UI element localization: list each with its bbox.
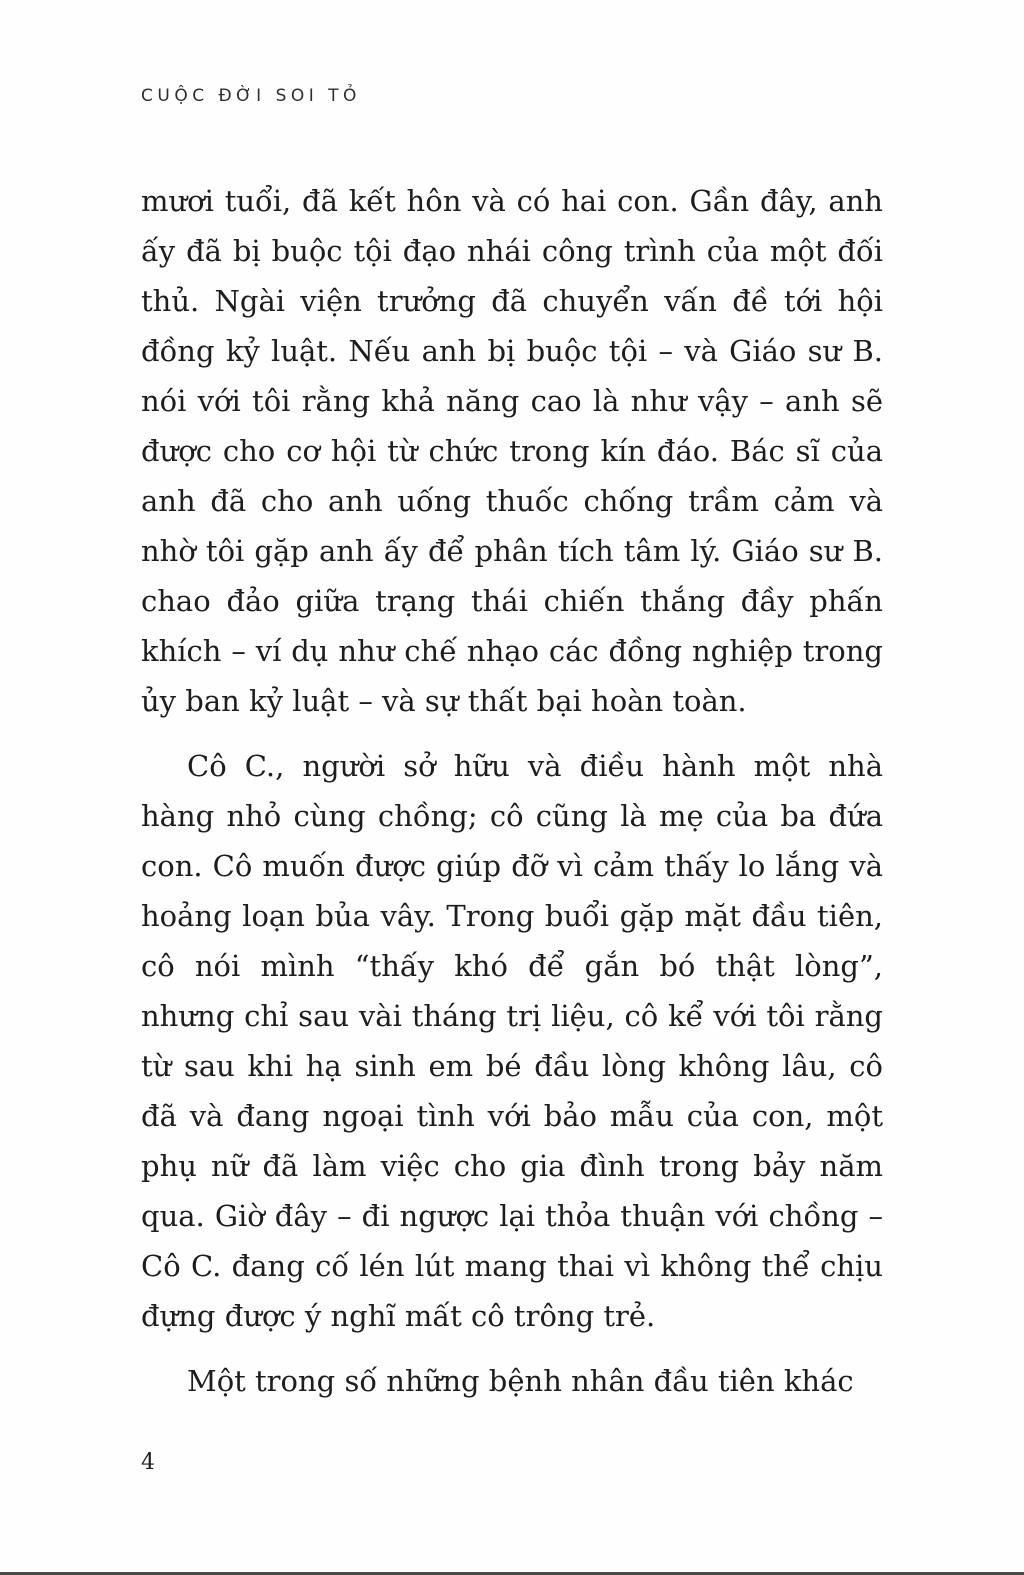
running-head: CUỘC ĐỜI SOI TỎ bbox=[141, 86, 361, 106]
paragraph: Cô C., người sở hữu và điều hành một nhà hàng nhỏ cùng chồng; cô cũng là mẹ của ba đứa con. Cô muốn được giúp đỡ vì cảm thấy lo lắng và hoảng loạn bủa vây. Trong buổi gặp mặt đầu tiên, cô nói mình “thấy khó để gắn bó thật lòng”, nhưng chỉ sau vài tháng trị liệu, cô kể với tôi rằng từ sau khi hạ sinh em bé đầu lòng không lâu, cô đã và đang ngoại tình với bảo mẫu của con, một phụ nữ đã làm việc cho gia đình trong bảy năm qua. Giờ đây – đi ngược lại thỏa thuận với chồng – Cô C. đang cố lén lút mang thai vì không thể chịu đựng được ý nghĩ mất cô trông trẻ. bbox=[141, 749, 883, 1333]
body-text bbox=[141, 176, 883, 1421]
paragraph: mươi tuổi, đã kết hôn và có hai con. Gần đây, anh ấy đã bị buộc tội đạo nhái công trình của một đối thủ. Ngài viện trưởng đã chuyển vấn đề tới hội đồng kỷ luật. Nếu anh bị buộc tội – và Giáo sư B. nói với tôi rằng khả năng cao là như vậy – anh sẽ được cho cơ hội từ chức trong kín đáo. Bác sĩ của anh đã cho anh uống thuốc chống trầm cảm và nhờ tôi gặp anh ấy để phân tích tâm lý. Giáo sư B. chao đảo giữa trạng thái chiến thắng đầy phấn khích – ví dụ như chế nhạo các đồng nghiệp trong ủy ban kỷ luật – và sự thất bại hoàn toàn. bbox=[141, 184, 883, 718]
page-number: 4 bbox=[141, 1450, 155, 1475]
paragraph: Một trong số những bệnh nhân đầu tiên khác bbox=[187, 1364, 854, 1398]
